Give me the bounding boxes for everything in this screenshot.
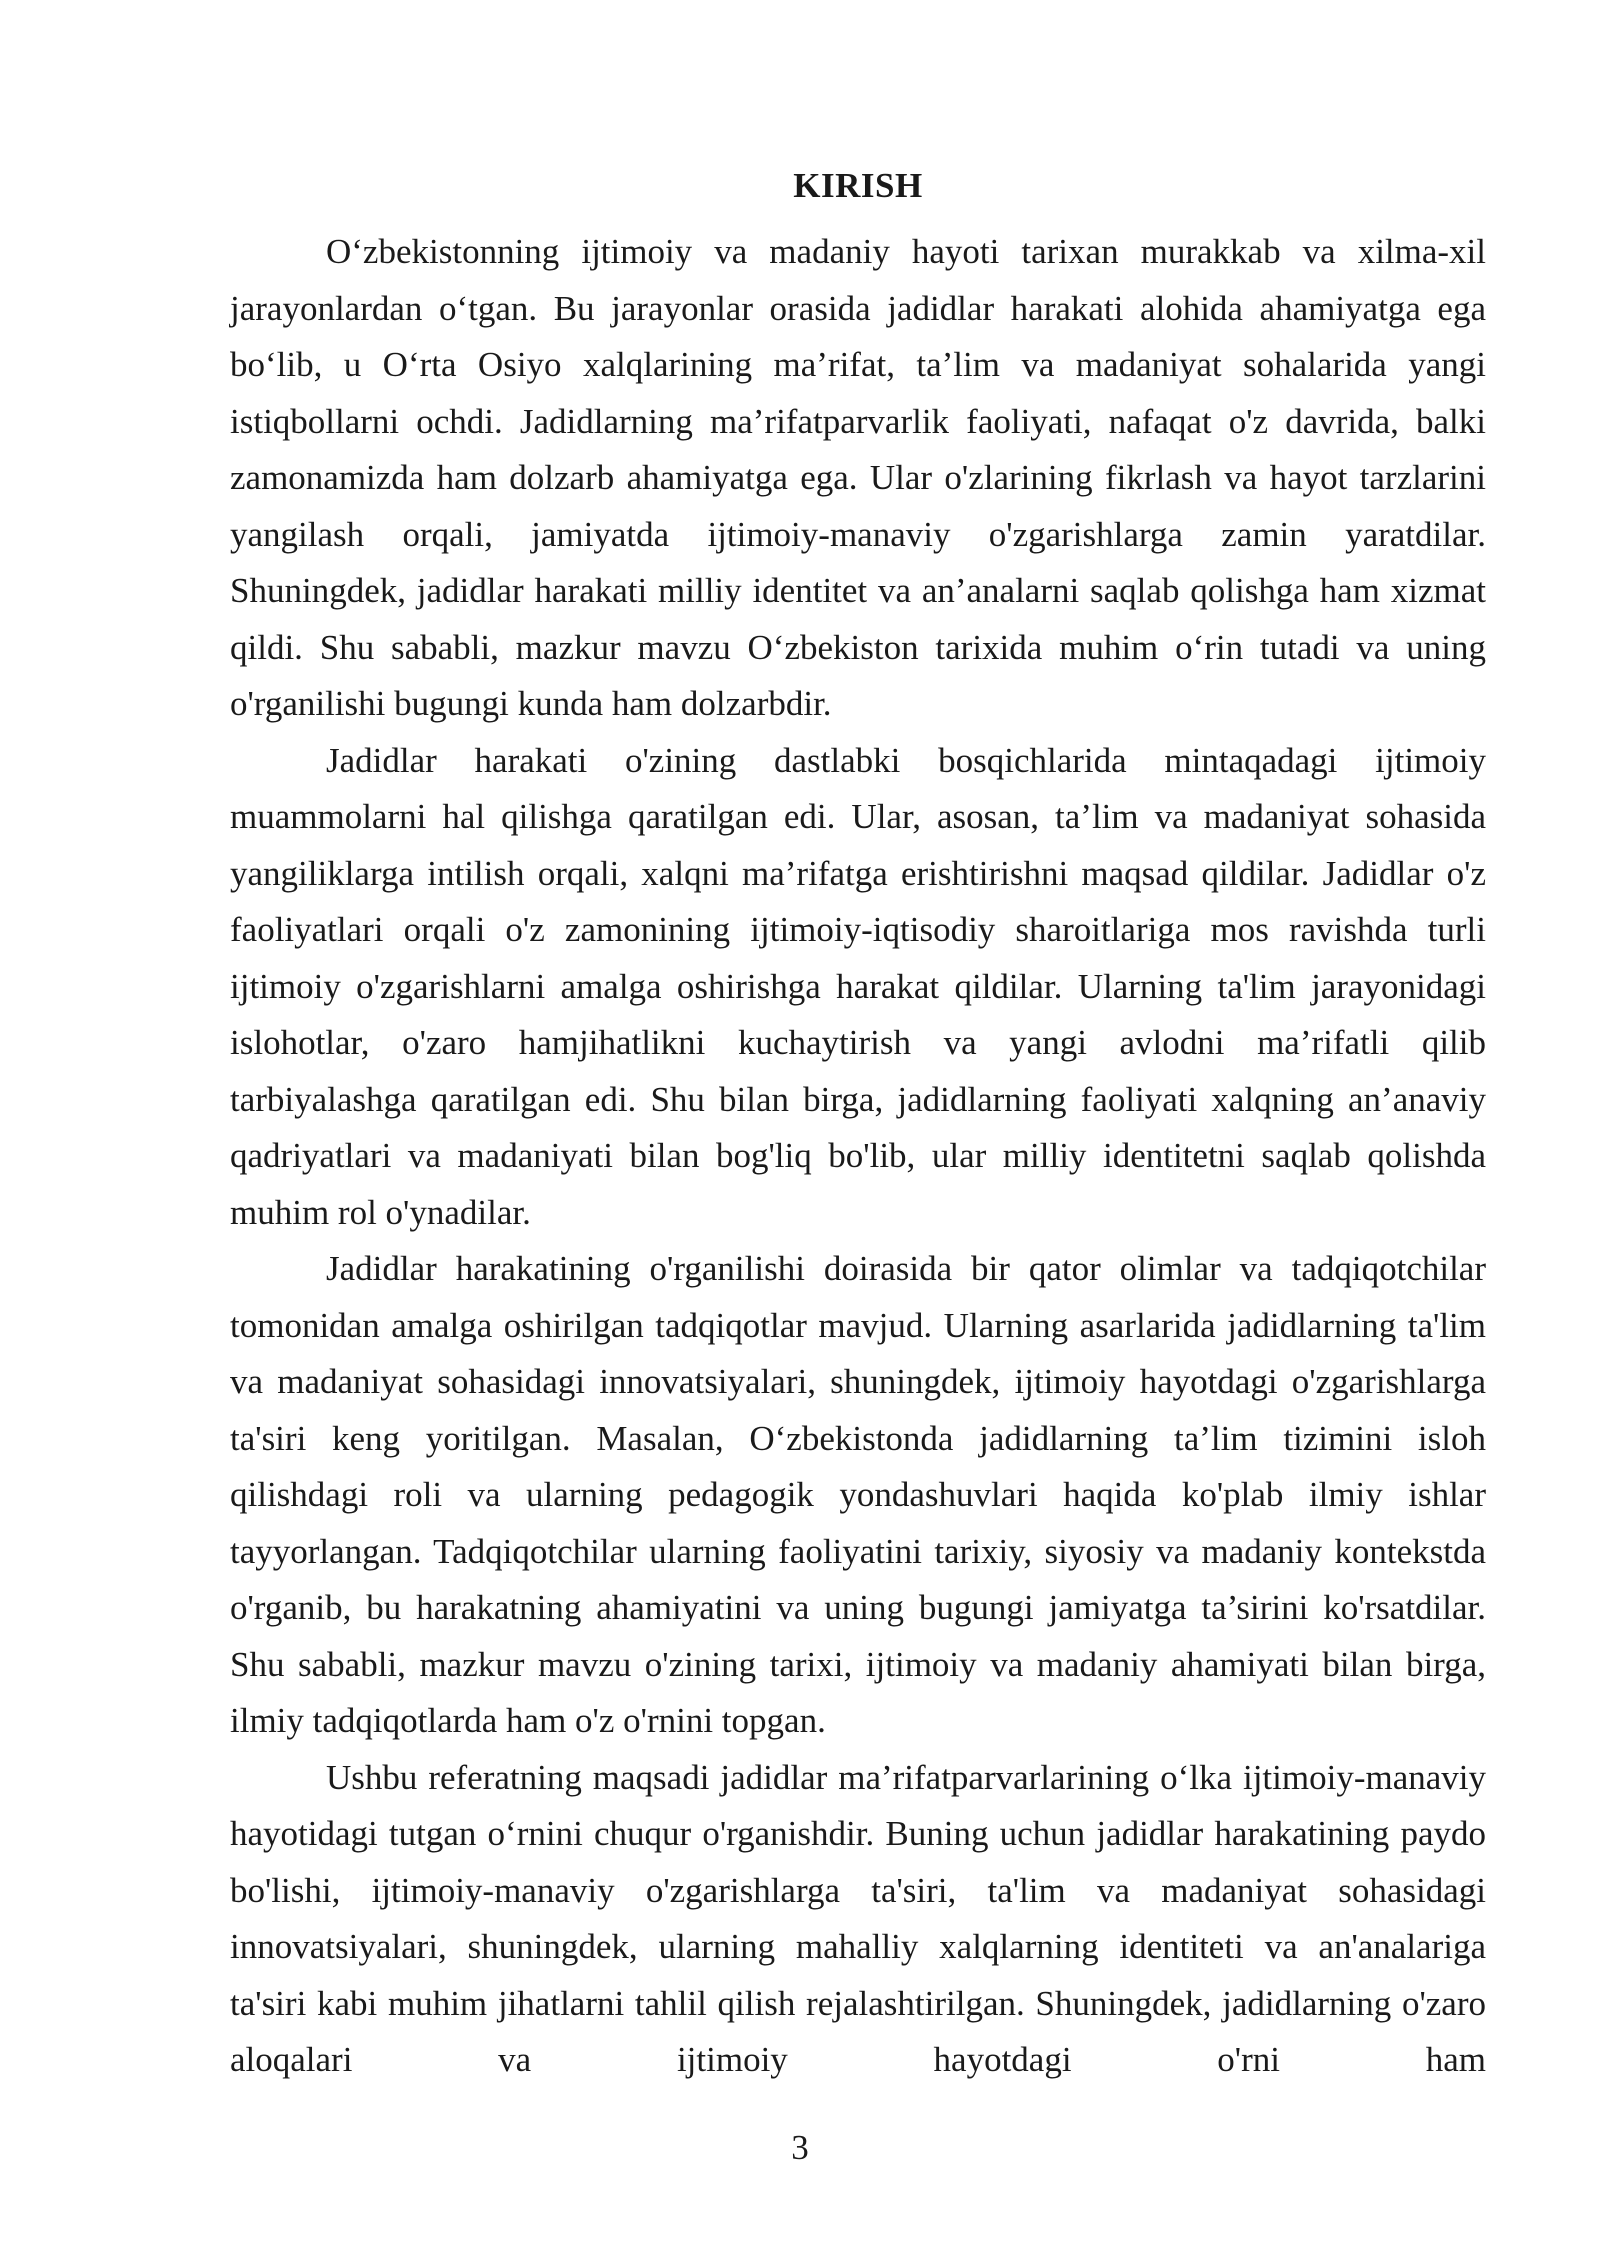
paragraph-2: Jadidlar harakati o'zining dastlabki bosqichlarida mintaqadagi ijtimoiy muammolarni hal qilishga qaratilgan edi. Ular, asosan, ta’lim va madaniyat sohasida yangiliklarga intilish orqali, xalqni ma’rifatga erishtirishni maqsad qildilar. Jadidlar o'z faoliyatlari orqali o'z zamonining ijtimoiy-iqtisodiy sharoitlariga mos ravishda turli ijtimoiy o'zgarishlarni amalga oshirishga harakat qildilar. Ularning ta'lim jarayonidagi islohotlar, o'zaro hamjihatlikni kuchaytirish va yangi avlodni ma’rifatli qilib tarbiyalashga qaratilgan edi. Shu bilan birga, jadidlarning faoliyati xalqning an’anaviy qadriyatlari va madaniyati bilan bog'liq bo'lib, ular milliy identitetni saqlab qolishda muhim rol o'ynadilar.	[230, 740, 1486, 1232]
page-number: 3	[791, 2128, 809, 2167]
document-page	[230, 160, 1486, 2089]
paragraph-3: Jadidlar harakatining o'rganilishi doirasida bir qator olimlar va tadqiqotchilar tomonidan amalga oshirilgan tadqiqotlar mavjud. Ularning asarlarida jadidlarning ta'lim va madaniyat sohasidagi innovatsiyalari, shuningdek, ijtimoiy hayotdagi o'zgarishlarga ta'siri keng yoritilgan. Masalan, O‘zbekistonda jadidlarning ta’lim tizimini isloh qilishdagi roli va ularning pedagogik yondashuvlari haqida ko'plab ilmiy ishlar tayyorlangan. Tadqiqotchilar ularning faoliyatini tarixiy, siyosiy va madaniy kontekstda o'rganib, bu harakatning ahamiyatini va uning bugungi jamiyatga ta’sirini ko'rsatdilar. Shu sababli, mazkur mavzu o'zining tarixi, ijtimoiy va madaniy ahamiyati bilan birga, ilmiy tadqiqotlarda ham o'z o'rnini topgan.	[230, 1249, 1486, 1740]
page-title: KIRISH	[793, 166, 923, 205]
paragraph-4: Ushbu referatning maqsadi jadidlar ma’rifatparvarlarining o‘lka ijtimoiy-manaviy hayotidagi tutgan o‘rnini chuqur o'rganishdir. Buning uchun jadidlar harakatining paydo bo'lishi, ijtimoiy-manaviy o'zgarishlarga ta'siri, ta'lim va madaniyat sohasidagi innovatsiyalari, shuningdek, ularning mahalliy xalqlarning identiteti va an'analariga ta'siri kabi muhim jihatlarni tahlil qilish rejalashtirilgan. Shuningdek, jadidlarning o'zaro aloqalari va ijtimoiy hayotdagi o'rni ham	[230, 1757, 1486, 2079]
paragraph-1: O‘zbekistonning ijtimoiy va madaniy hayoti tarixan murakkab va xilma-xil jarayonlardan o‘tgan. Bu jarayonlar orasida jadidlar harakati alohida ahamiyatga ega bo‘lib, u O‘rta Osiyo xalqlarining ma’rifat, ta’lim va madaniyat sohalarida yangi istiqbollarni ochdi. Jadidlarning ma’rifatparvarlik faoliyati, nafaqat o'z davrida, balki zamonamizda ham dolzarb ahamiyatga ega. Ular o'zlarining fikrlash va hayot tarzlarini yangilash orqali, jamiyatda ijtimoiy-manaviy o'zgarishlarga zamin yaratdilar. Shuningdek, jadidlar harakati milliy identitet va an’analarni saqlab qolishga ham xizmat qildi. Shu sababli, mazkur mavzu O‘zbekiston tarixida muhim o‘rin tutadi va uning o'rganilishi bugungi kunda ham dolzarbdir.	[230, 232, 1486, 723]
